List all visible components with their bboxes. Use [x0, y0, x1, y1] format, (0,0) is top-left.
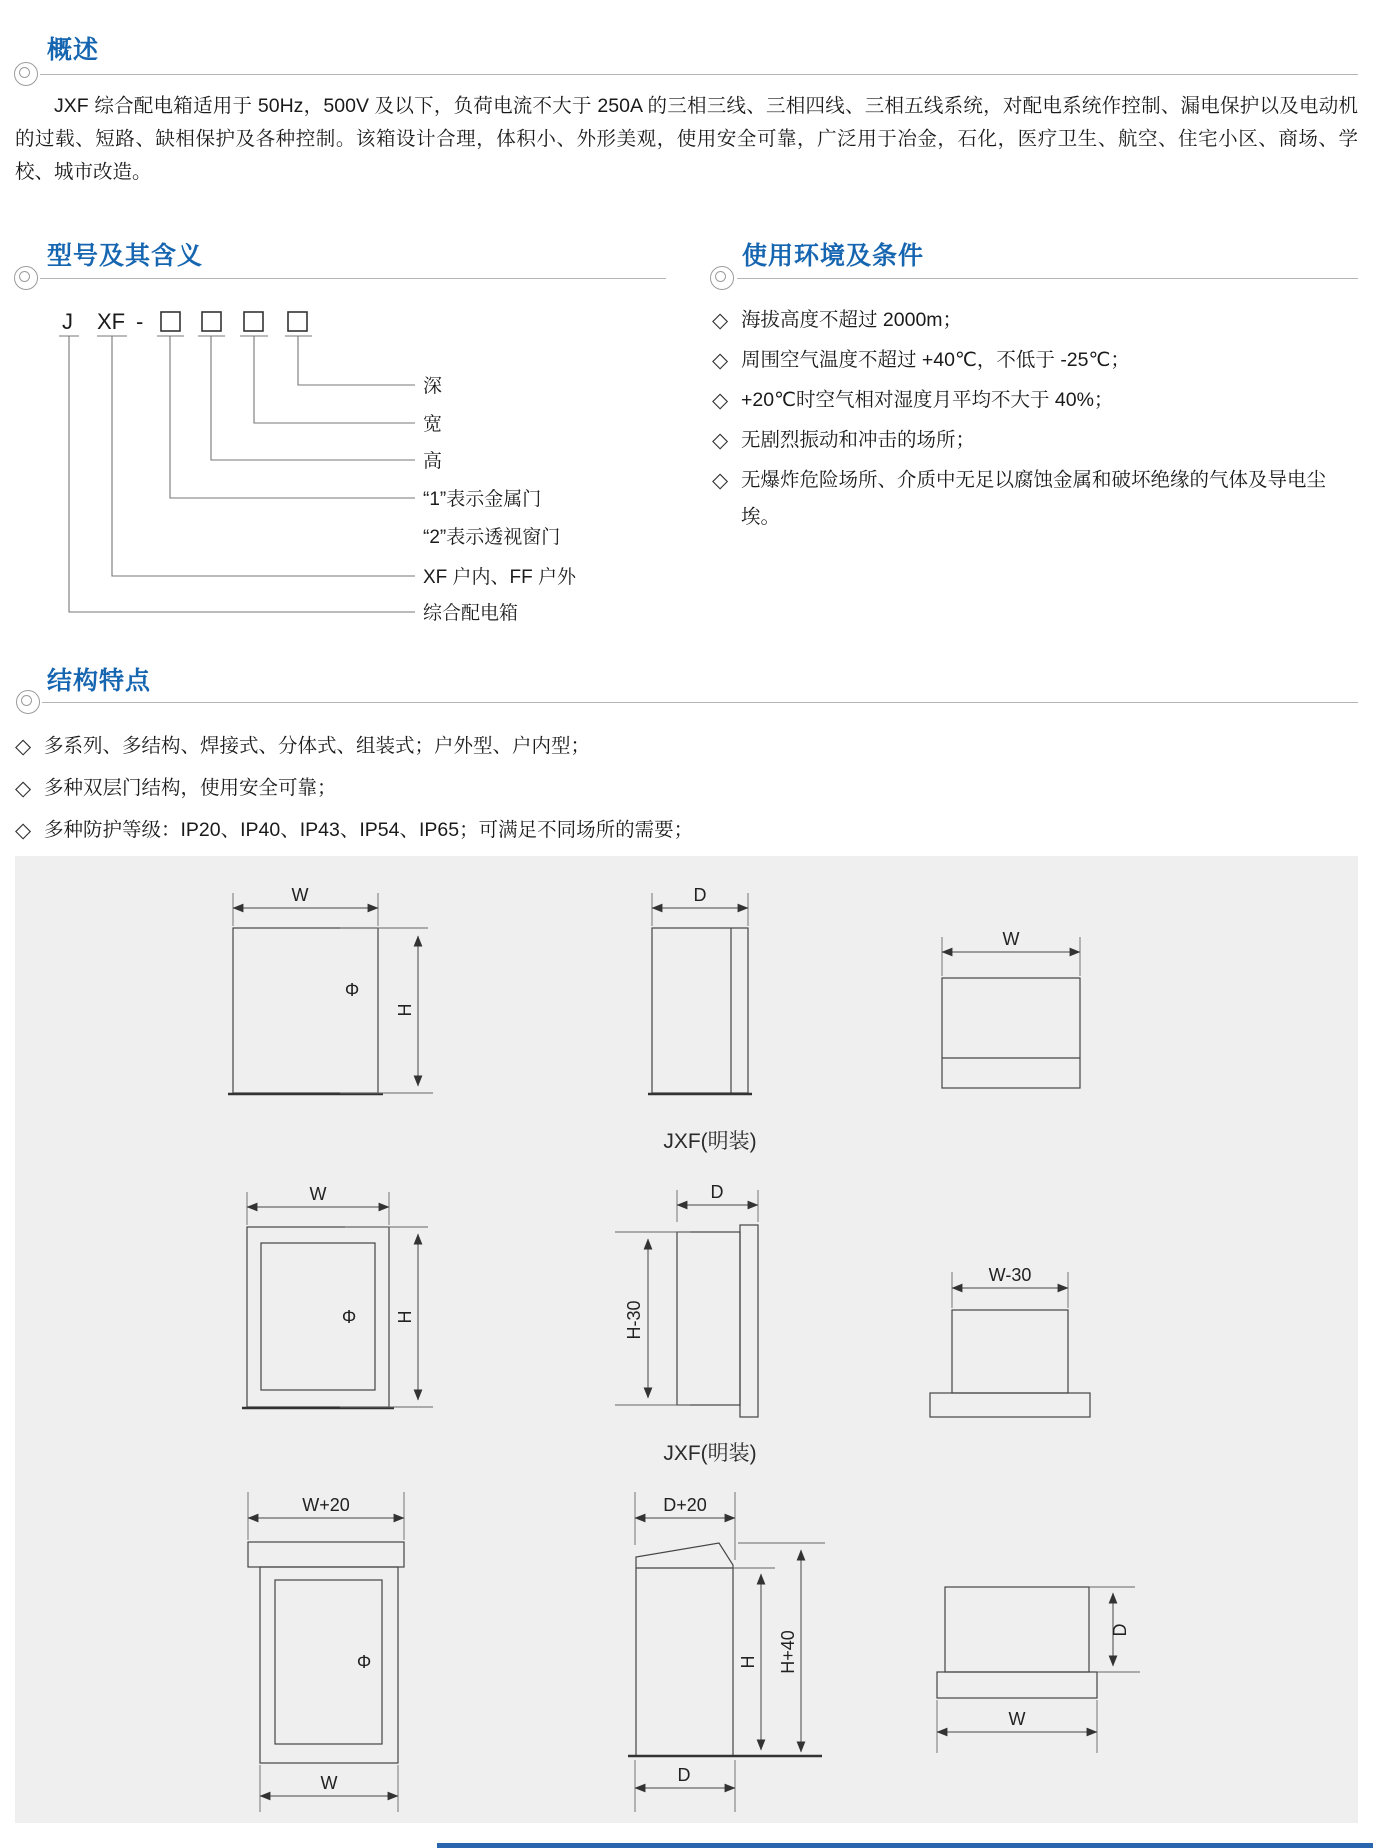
- row3-rear-view: [937, 1587, 1140, 1753]
- environment-item: [712, 382, 1360, 419]
- features-item: [15, 811, 1358, 850]
- row2-front-handle-label: Φ: [341, 1307, 357, 1327]
- model-code-xf: XF: [97, 309, 126, 334]
- features-item-text: 多系列、多结构、焊接式、分体式、组装式；户外型、户内型；: [44, 735, 591, 757]
- model-code-j: J: [62, 309, 73, 334]
- environment-item-text: 无剧烈振动和冲击的场所；: [741, 429, 976, 451]
- model-label-door2: “2”表示透视窗门: [423, 527, 561, 548]
- row1-side-view: [648, 885, 752, 1094]
- model-label-height: 高: [423, 451, 443, 472]
- diamond-bullet-icon: ◇: [712, 349, 729, 372]
- row2-top-width-label: W-30: [988, 1265, 1032, 1285]
- row2-caption: JXF(明装): [663, 1442, 757, 1465]
- environment-item: [712, 462, 1360, 536]
- model-code-diagram: [0, 295, 660, 645]
- features-list: [15, 727, 1358, 853]
- model-box-3: [244, 312, 263, 331]
- model-circle-ornament-icon: [14, 266, 38, 290]
- diamond-bullet-icon: ◇: [15, 777, 32, 800]
- row3-front-width-label: W: [320, 1773, 338, 1793]
- environment-list: [712, 302, 1360, 539]
- row1-front-width-label: W: [291, 885, 309, 905]
- features-circle-ornament-icon: [16, 690, 40, 714]
- diamond-bullet-icon: ◇: [15, 735, 32, 758]
- diamond-bullet-icon: ◇: [712, 309, 729, 332]
- overview-paragraph: JXF 综合配电箱适用于 50Hz，500V 及以下，负荷电流不大于 250A 的三相三线、三相四线、三相五线系统，对配电系统作控制、漏电保护以及电动机的过载、短路、缺相保护及各种控制。该箱设计合理，体积小、外形美观，使用安全可靠，广泛用于冶金，石化，医疗卫生、航空、住宅小区、商场、学校、城市改造。: [15, 95, 1358, 183]
- row3-side-totalheight-label: H+40: [778, 1630, 798, 1674]
- model-label-width: 宽: [423, 414, 443, 435]
- features-item-text: 多种防护等级：IP20、IP40、IP43、IP54、IP65；可满足不同场所的需要；: [44, 819, 694, 841]
- environment-item: [712, 422, 1360, 459]
- overview-circle-ornament-icon: [14, 62, 38, 86]
- row1-front-view: [228, 885, 433, 1094]
- row1-caption: JXF(明装): [663, 1130, 757, 1153]
- row3-rear-width-label: W: [1008, 1709, 1026, 1729]
- row1-top-view: [942, 929, 1080, 1088]
- row1-top-width-label: W: [1002, 929, 1020, 949]
- row3-rear-depth-label: D: [1110, 1623, 1130, 1637]
- bottom-blue-bar: [437, 1843, 1373, 1848]
- row2-front-width-label: W: [309, 1184, 327, 1204]
- features-item: [15, 769, 1358, 808]
- features-heading: 结构特点: [47, 667, 152, 695]
- environment-item-text: +20℃时空气相对湿度月平均不大于 40%；: [741, 389, 1114, 411]
- features-rule: [42, 702, 1358, 703]
- drawings-panel: [15, 856, 1358, 1823]
- row1-side-depth-label: D: [693, 885, 707, 905]
- features-item: [15, 727, 1358, 766]
- model-box-2: [202, 312, 221, 331]
- model-box-1: [161, 312, 180, 331]
- row2-top-view: [930, 1265, 1090, 1417]
- diamond-bullet-icon: ◇: [15, 819, 32, 842]
- diamond-bullet-icon: ◇: [712, 429, 729, 452]
- row3-side-topdepth-label: D+20: [663, 1495, 707, 1515]
- row3-front-topwidth-label: W+20: [302, 1495, 350, 1515]
- model-heading: 型号及其含义: [47, 242, 204, 270]
- model-label-xf: XF 户内、FF 户外: [423, 567, 577, 588]
- environment-item-text: 海拔高度不超过 2000m；: [741, 309, 963, 331]
- row3-front-handle-label: Φ: [356, 1652, 372, 1672]
- row2-side-depth-label: D: [710, 1182, 724, 1202]
- environment-item-text: 无爆炸危险场所、介质中无足以腐蚀金属和破坏绝缘的气体及导电尘埃。: [741, 469, 1327, 528]
- environment-item: [712, 302, 1360, 339]
- environment-heading: 使用环境及条件: [742, 242, 925, 270]
- environment-item-text: 周围空气温度不超过 +40℃，不低于 -25℃；: [741, 349, 1130, 371]
- environment-circle-ornament-icon: [710, 266, 734, 290]
- dimension-drawings: [15, 856, 1358, 1823]
- diamond-bullet-icon: ◇: [712, 469, 729, 492]
- model-label-j: 综合配电箱: [423, 603, 519, 624]
- row2-front-height-label: H: [395, 1310, 415, 1324]
- model-connectors: [69, 336, 415, 612]
- row3-side-view: [628, 1492, 825, 1812]
- row3-front-view: [248, 1492, 404, 1812]
- row3-side-depth-label: D: [677, 1765, 691, 1785]
- overview-heading: 概述: [47, 36, 100, 64]
- row3-side-height-label: H: [738, 1655, 758, 1669]
- model-label-depth: 深: [423, 376, 443, 397]
- row2-side-view: [615, 1182, 758, 1417]
- model-rule: [40, 278, 666, 279]
- environment-rule: [737, 278, 1358, 279]
- row1-front-handle-label: Φ: [344, 980, 360, 1000]
- model-label-door1: “1”表示金属门: [423, 489, 542, 510]
- row2-side-height-label: H-30: [624, 1300, 644, 1340]
- row1-front-height-label: H: [395, 1003, 415, 1017]
- diamond-bullet-icon: ◇: [712, 389, 729, 412]
- features-item-text: 多种双层门结构，使用安全可靠；: [44, 777, 337, 799]
- environment-item: [712, 342, 1360, 379]
- row2-front-view: [242, 1184, 433, 1408]
- model-code-dash: -: [136, 309, 144, 334]
- overview-rule: [40, 74, 1358, 75]
- model-box-4: [288, 312, 307, 331]
